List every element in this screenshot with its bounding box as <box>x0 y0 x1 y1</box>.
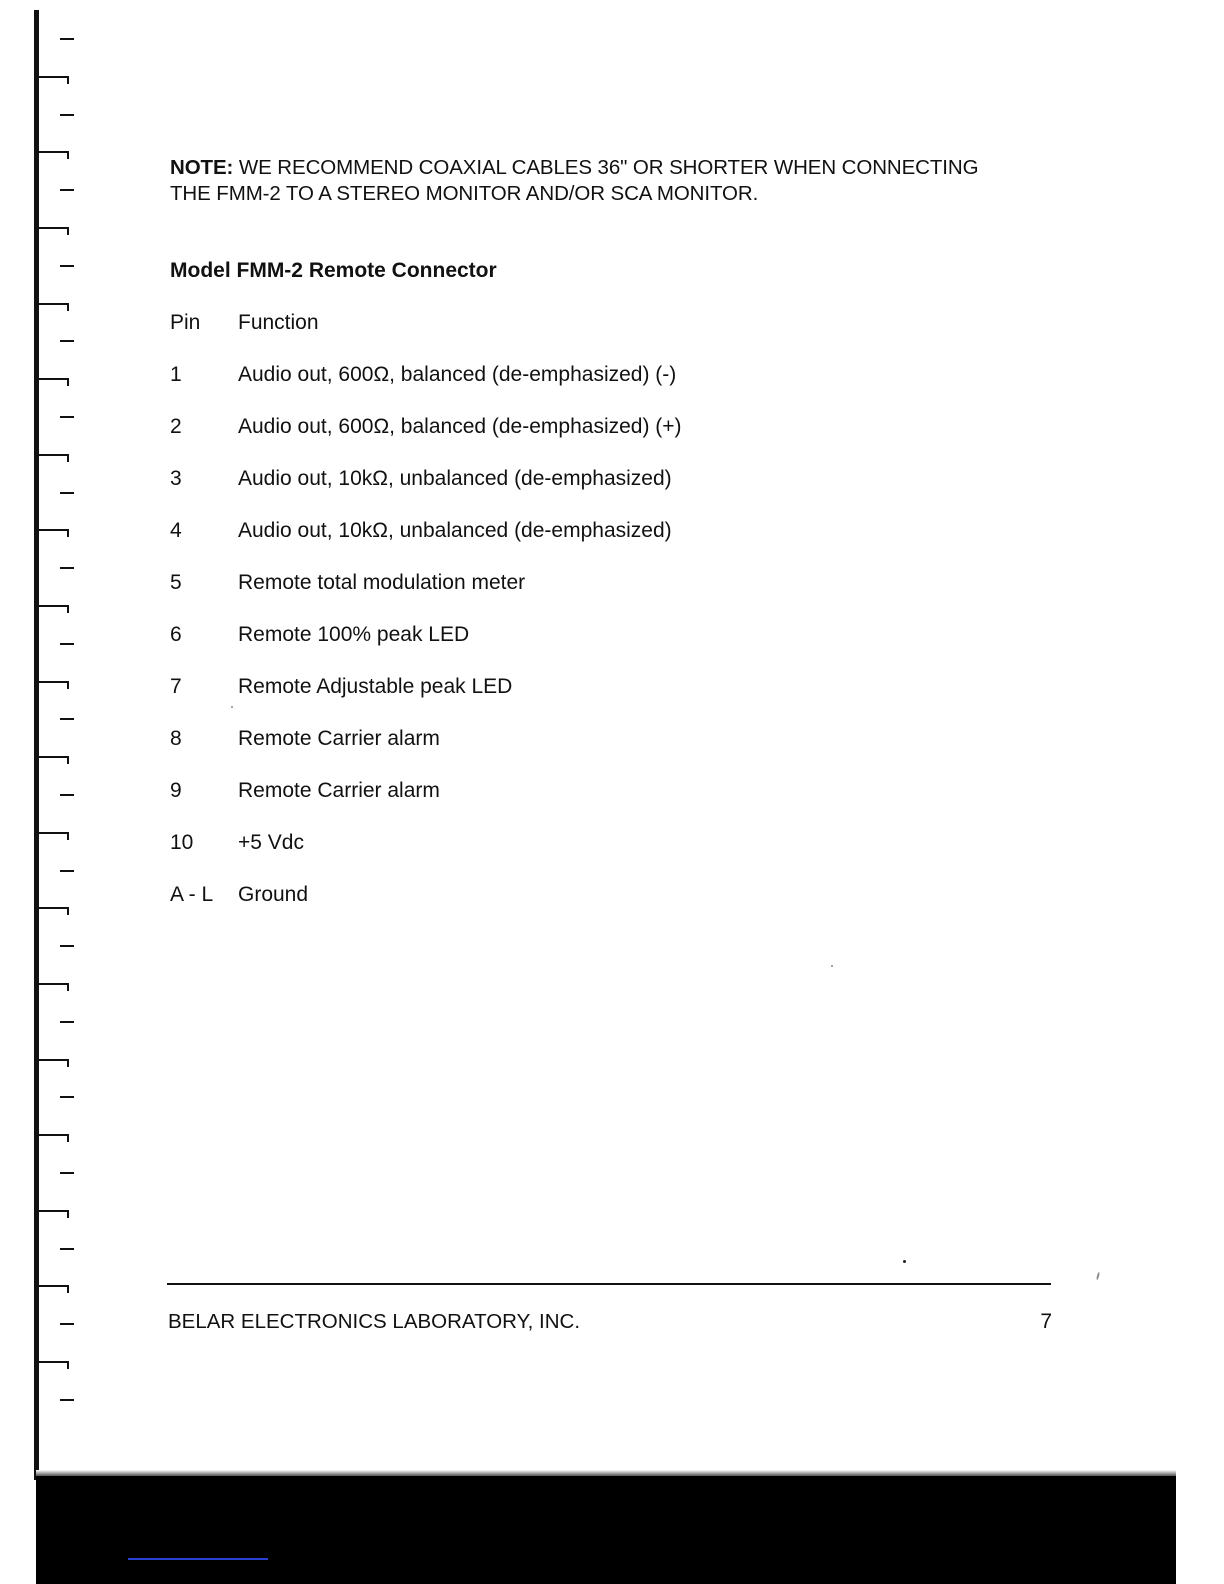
pin-number: 10 <box>170 831 194 854</box>
pin-function: +5 Vdc <box>238 831 304 854</box>
pin-number: 9 <box>170 779 182 802</box>
binding-tick <box>39 1210 69 1212</box>
scan-speck <box>903 1260 906 1263</box>
binding-tick <box>39 1134 69 1136</box>
pin-function: Audio out, 600Ω, balanced (de-emphasized) (+) <box>238 415 682 438</box>
binding-tick <box>39 832 69 834</box>
pin-number: 3 <box>170 467 182 490</box>
binding-tick <box>39 983 69 985</box>
binding-tick <box>39 1059 69 1061</box>
pin-number: 5 <box>170 571 182 594</box>
pin-function: Remote Carrier alarm <box>238 727 440 750</box>
binding-tick <box>60 340 74 342</box>
binding-tick <box>60 870 74 872</box>
table-row <box>170 362 1070 414</box>
scan-bottom-shadow <box>36 1476 1176 1584</box>
binding-tick <box>60 416 74 418</box>
binding-tick <box>60 567 74 569</box>
table-row <box>170 622 1070 674</box>
pin-number: 7 <box>170 675 182 698</box>
binding-tick <box>39 756 69 758</box>
table-header-row <box>170 310 1070 362</box>
table-row <box>170 778 1070 830</box>
binding-tick <box>60 1021 74 1023</box>
binding-tick <box>39 681 69 683</box>
binding-tick <box>60 492 74 494</box>
pin-function: Remote total modulation meter <box>238 571 526 594</box>
binding-tick <box>39 1285 69 1287</box>
pin-number: 8 <box>170 727 182 750</box>
binding-tick <box>60 114 74 116</box>
footer-company-name: BELAR ELECTRONICS LABORATORY, INC. <box>168 1310 581 1333</box>
footer-divider <box>167 1283 1051 1285</box>
note-line-2: THE FMM-2 TO A STEREO MONITOR AND/OR SCA MONITOR. <box>170 182 759 205</box>
pin-number: 2 <box>170 415 182 438</box>
binding-tick <box>60 1399 74 1401</box>
pin-number: 4 <box>170 519 182 542</box>
table-row <box>170 466 1070 518</box>
binding-tick <box>60 1172 74 1174</box>
section-title: Model FMM-2 Remote Connector <box>170 259 497 282</box>
binding-tick <box>60 794 74 796</box>
pin-function: Audio out, 10kΩ, unbalanced (de-emphasized) <box>238 467 672 490</box>
binding-tick <box>39 907 69 909</box>
pin-number: A - L <box>170 883 214 906</box>
binding-tick <box>39 303 69 305</box>
scan-binding-edge <box>34 10 39 1480</box>
table-row <box>170 518 1070 570</box>
pin-function: Ground <box>238 883 309 906</box>
scan-speck <box>1096 1272 1100 1280</box>
note-paragraph <box>170 155 1070 207</box>
binding-tick <box>39 454 69 456</box>
note-label: NOTE: <box>170 156 234 179</box>
pin-function: Remote Adjustable peak LED <box>238 675 513 698</box>
pin-function: Remote 100% peak LED <box>238 623 470 646</box>
binding-tick <box>39 378 69 380</box>
pin-number: 1 <box>170 363 182 386</box>
table-row <box>170 726 1070 778</box>
binding-tick <box>39 76 69 78</box>
pin-function: Remote Carrier alarm <box>238 779 440 802</box>
header-pin: Pin <box>170 311 201 334</box>
pin-function-table <box>170 310 1070 934</box>
table-row <box>170 570 1070 622</box>
table-row <box>170 674 1070 726</box>
scan-bottom-blue-line <box>128 1558 268 1560</box>
binding-tick <box>39 605 69 607</box>
pin-function: Audio out, 600Ω, balanced (de-emphasized) (-) <box>238 363 677 386</box>
table-row <box>170 830 1070 882</box>
table-row <box>170 414 1070 466</box>
note-line-1: WE RECOMMEND COAXIAL CABLES 36" OR SHORTER WHEN CONNECTING <box>233 156 979 179</box>
pin-function: Audio out, 10kΩ, unbalanced (de-emphasized) <box>238 519 672 542</box>
binding-tick <box>60 718 74 720</box>
binding-tick <box>39 227 69 229</box>
scan-speck <box>831 965 833 967</box>
binding-tick <box>60 1096 74 1098</box>
table-row <box>170 882 1070 934</box>
binding-tick <box>39 151 69 153</box>
binding-tick <box>60 265 74 267</box>
binding-tick <box>60 38 74 40</box>
binding-tick <box>39 529 69 531</box>
footer-page-number: 7 <box>1040 1310 1052 1333</box>
page-content <box>170 155 1070 906</box>
binding-tick <box>60 1248 74 1250</box>
header-function: Function <box>238 311 319 334</box>
pin-number: 6 <box>170 623 182 646</box>
binding-tick <box>60 189 74 191</box>
binding-tick <box>60 643 74 645</box>
binding-tick <box>39 1361 69 1363</box>
binding-tick <box>60 945 74 947</box>
binding-tick <box>60 1323 74 1325</box>
